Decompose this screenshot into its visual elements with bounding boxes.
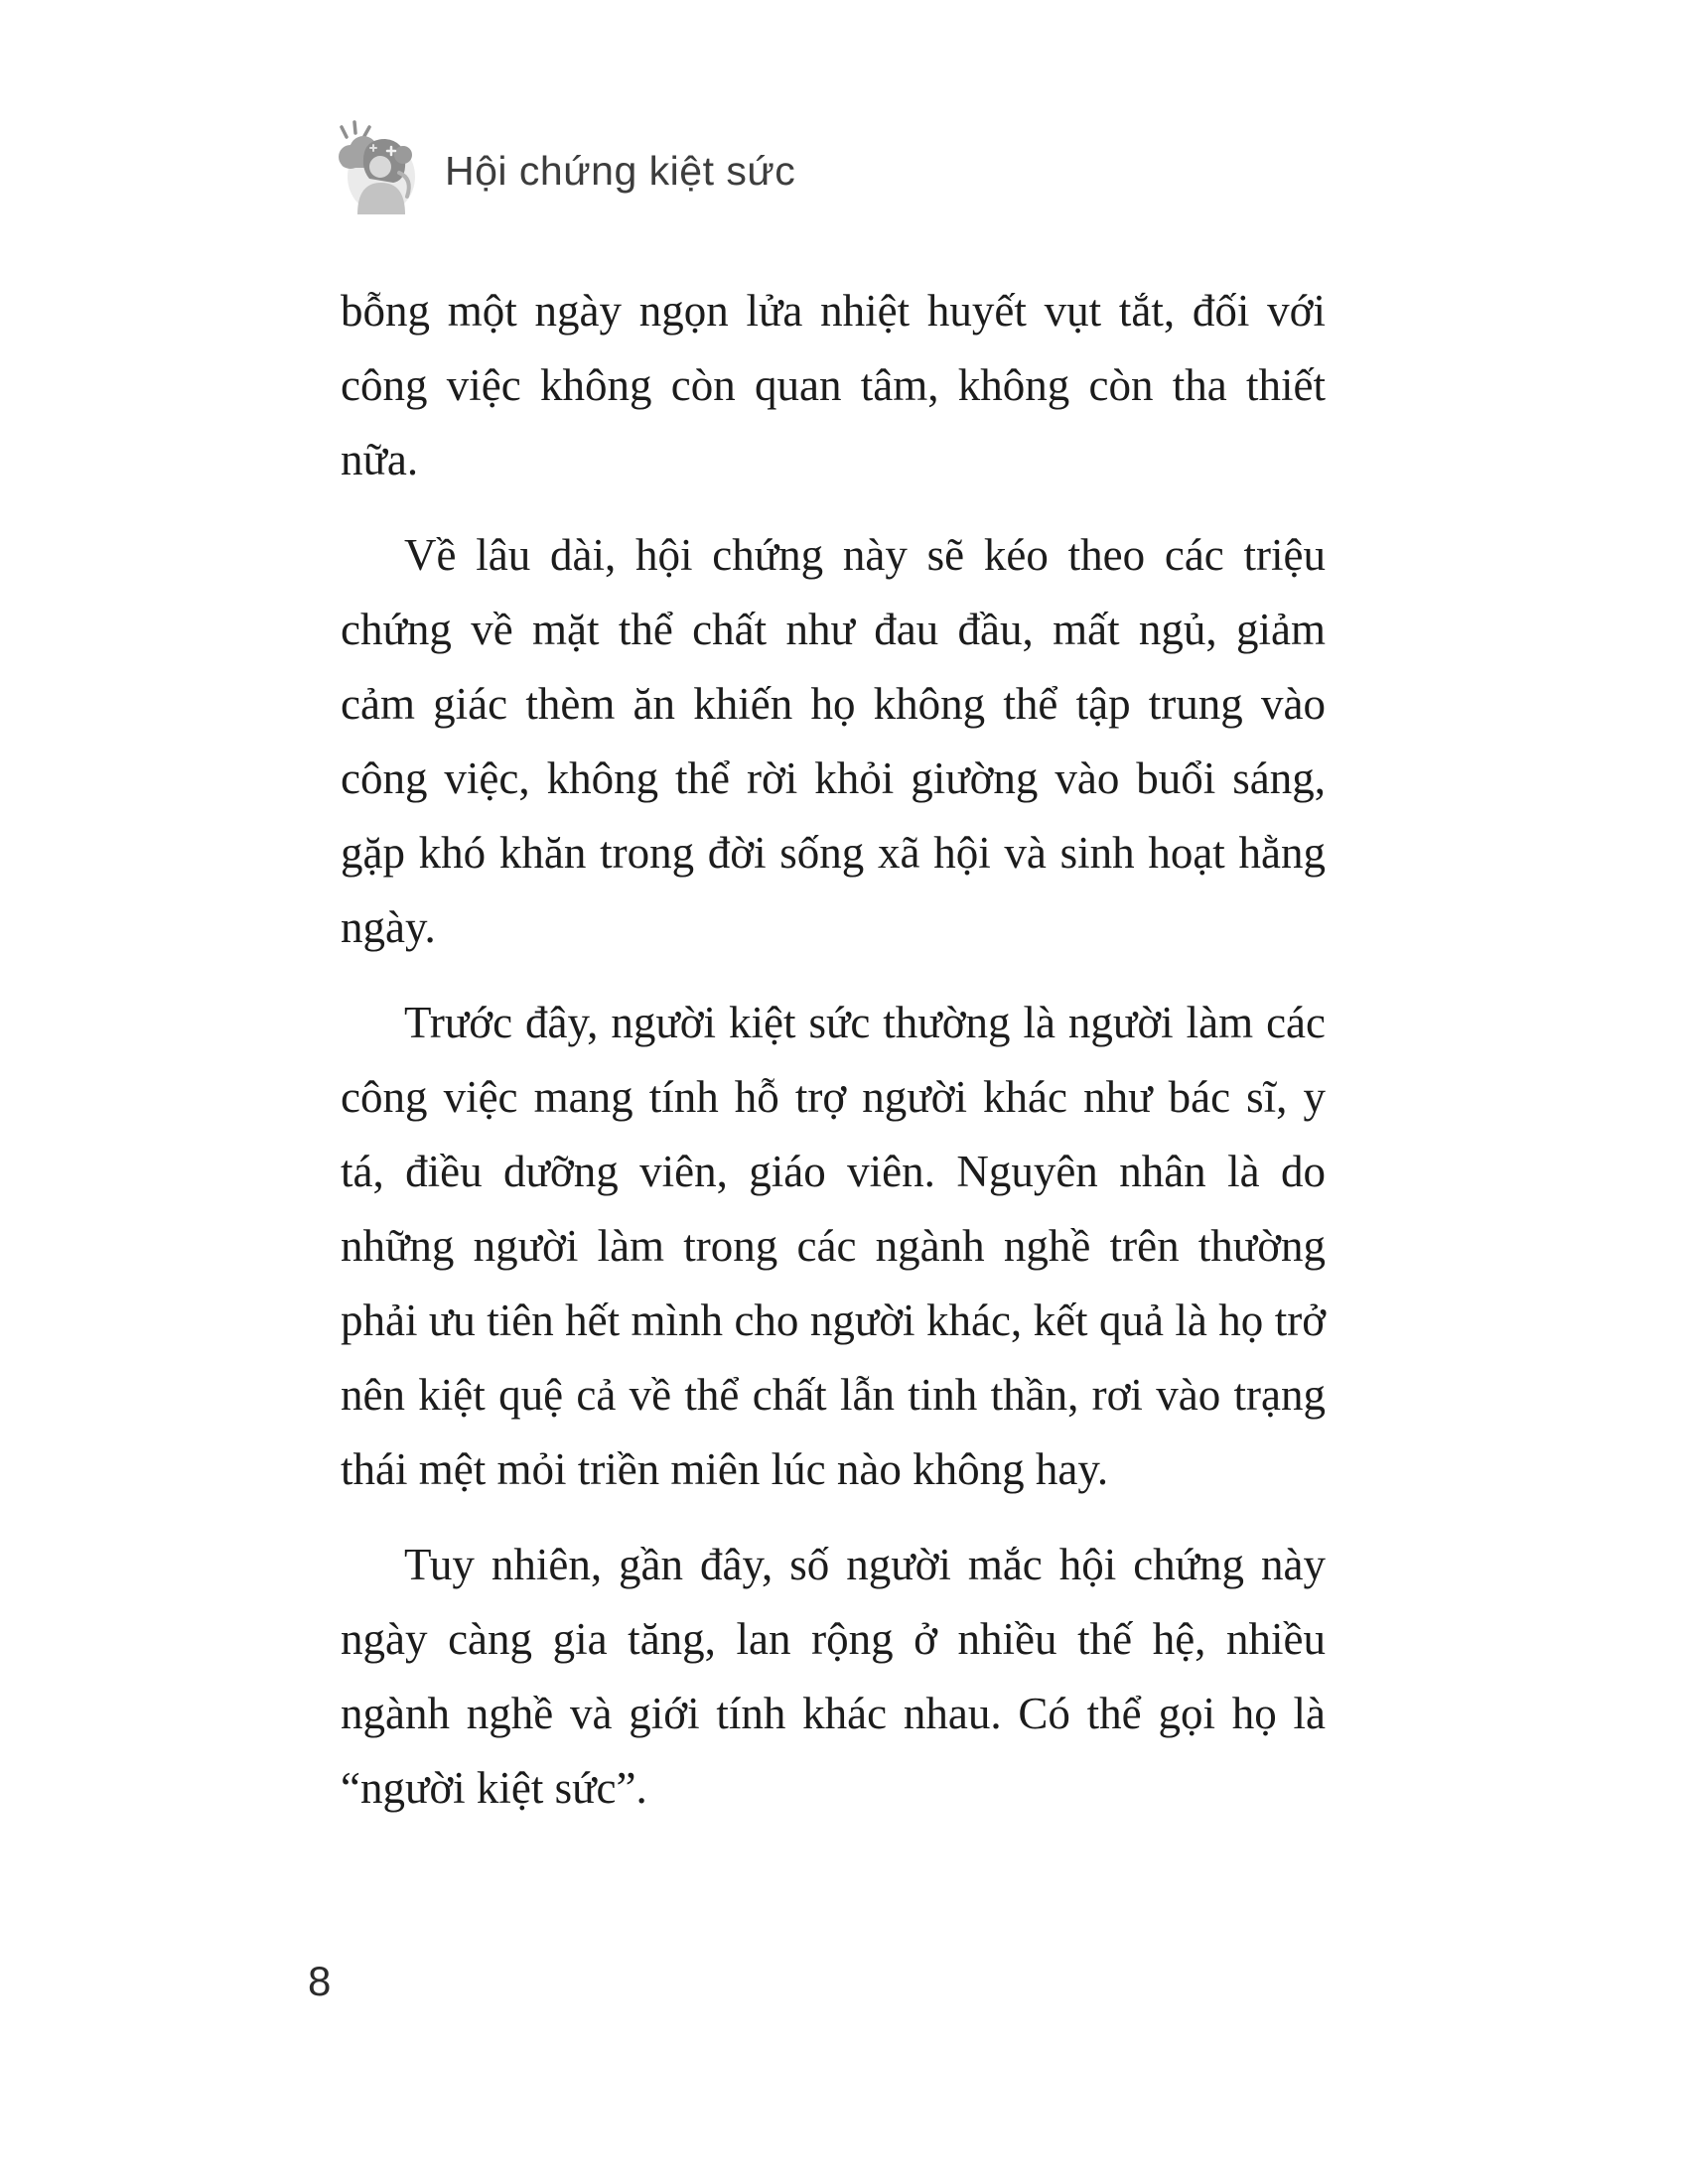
paragraph-2: Về lâu dài, hội chứng này sẽ kéo theo các triệu chứng về mặt thể chất như đau đầu, mất ngủ, giảm cảm giác thèm ăn khiến họ không thể tập trung vào công việc, không thể rời khỏi giường vào buổi sáng, gặp khó khăn trong đời sống xã hội và sinh hoạt hằng ngày. [341,530,1326,952]
paragraph-3: Trước đây, người kiệt sức thường là người làm các công việc mang tính hỗ trợ người khác như bác sĩ, y tá, điều dưỡng viên, giáo viên. Nguyên nhân là do những người làm trong các ngành nghề trên thường phải ưu tiên hết mình cho người khác, kết quả là họ trở nên kiệt quệ cả về thể chất lẫn tinh thần, rơi vào trạng thái mệt mỏi triền miên lúc nào không hay. [341,998,1326,1494]
page-header [334,117,795,214]
paragraph-4: Tuy nhiên, gần đây, số người mắc hội chứng này ngày càng gia tăng, lan rộng ở nhiều thế hệ, nhiều ngành nghề và giới tính khác nhau. Có thể gọi họ là “người kiệt sức”. [341,1540,1326,1813]
paragraph-1: bỗng một ngày ngọn lửa nhiệt huyết vụt tắt, đối với công việc không còn quan tâm, không còn tha thiết nữa. [341,286,1326,484]
body-text [341,274,1326,1846]
burnout-person-icon [334,117,417,214]
chapter-title: Hội chứng kiệt sức [445,147,796,194]
page-number: 8 [308,1958,332,2004]
